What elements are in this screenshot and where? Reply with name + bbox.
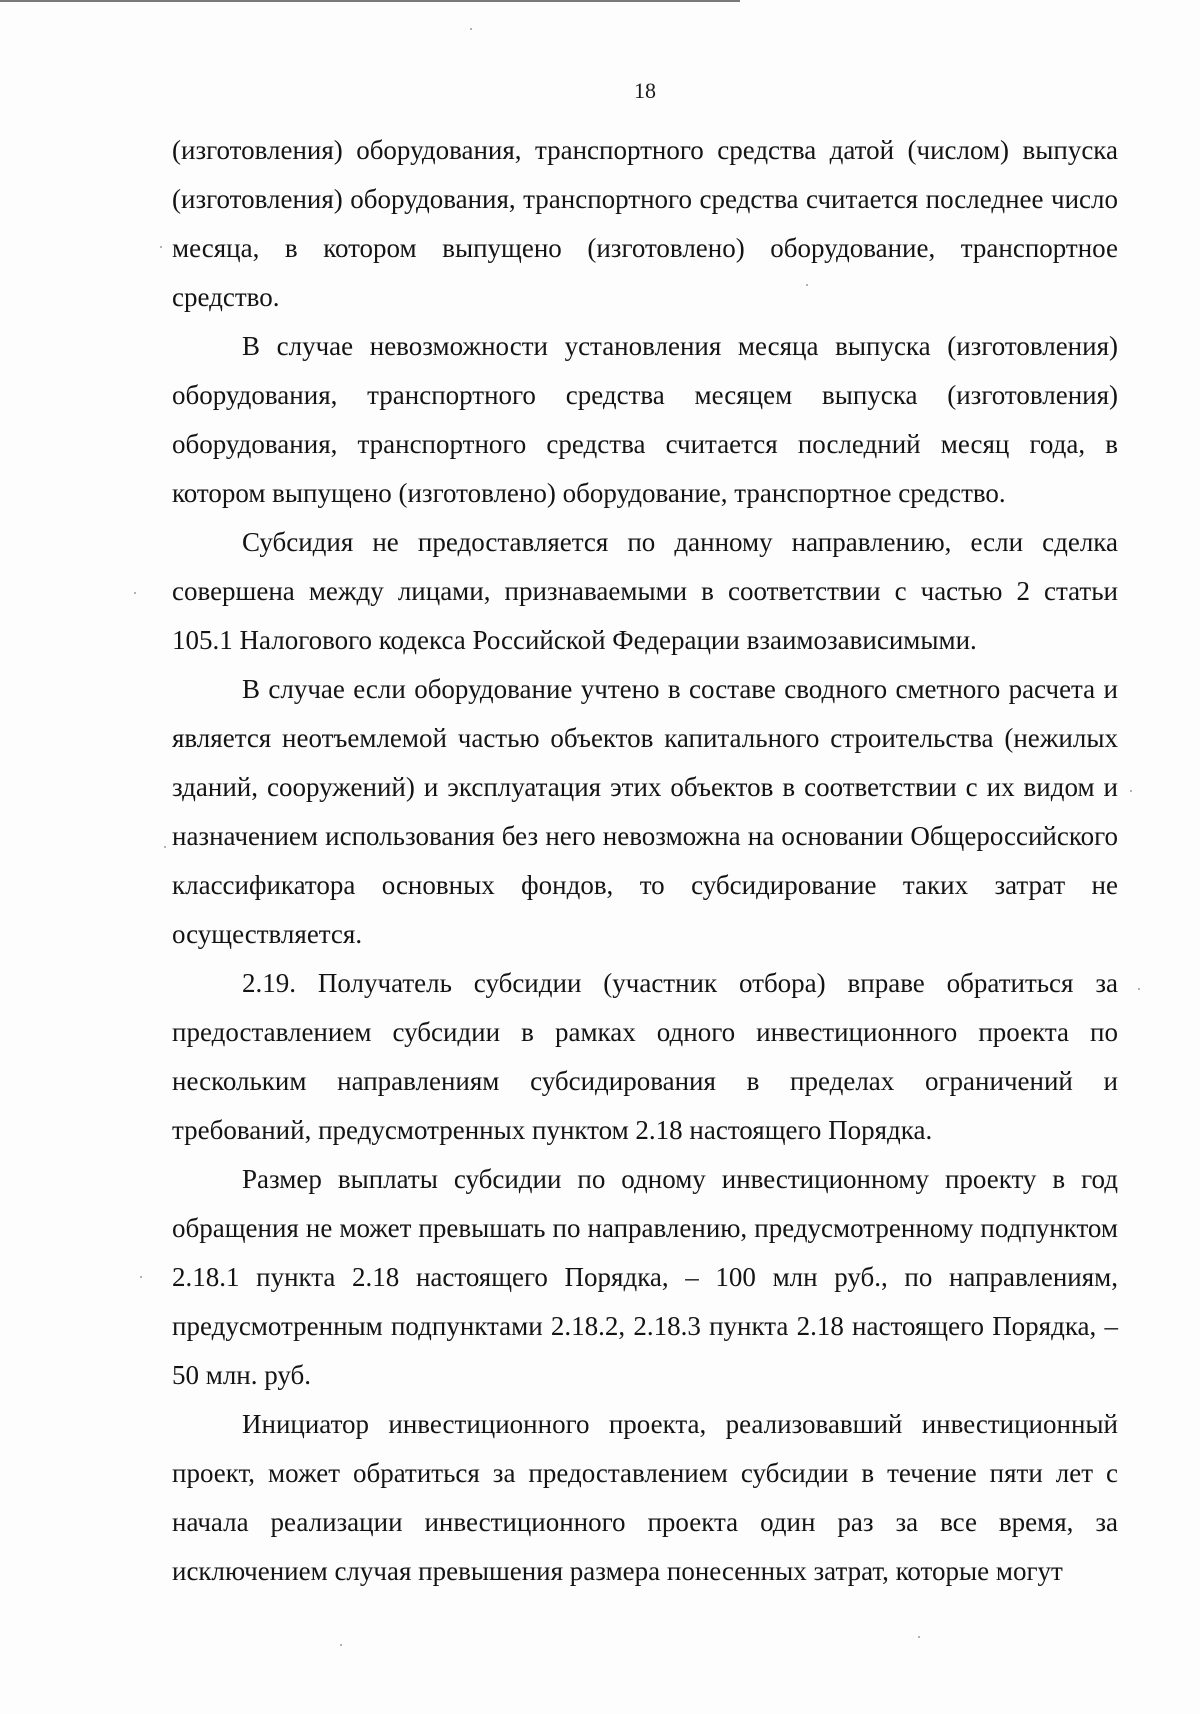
paragraph-3: Субсидия не предоставляется по данному направлению, если сделка совершена между лицами, признаваемыми в соответствии с частью 2 статьи 105.1 Налогового кодекса Российской Федерации взаимозависимыми.	[172, 527, 1118, 655]
paragraph-2: В случае невозможности установления месяца выпуска (изготовления) оборудования, транспортного средства месяцем выпуска (изготовления) оборудования, транспортного средства считается последний месяц года, в котором выпущено (изготовлено) оборудование, транспортное средство.	[172, 331, 1118, 508]
scan-speck	[806, 284, 808, 286]
scan-speck	[160, 246, 162, 248]
scan-speck	[134, 592, 136, 594]
paragraph-5: 2.19. Получатель субсидии (участник отбора) вправе обратиться за предоставлением субсидии в рамках одного инвестиционного проекта по нескольким направлениям субсидирования в пределах ограничений и требований, предусмотренных пунктом 2.18 настоящего Порядка.	[172, 968, 1118, 1145]
paragraph-4: В случае если оборудование учтено в составе сводного сметного расчета и является неотъемлемой частью объектов капитального строительства (нежилых зданий, сооружений) и эксплуатация этих объектов в соответствии с их видом и назначением использования без него невозможна на основании Общероссийского классификатора основных фондов, то субсидирование таких затрат не осуществляется.	[172, 674, 1118, 949]
paragraph-7: Инициатор инвестиционного проекта, реализовавший инвестиционный проект, может обратиться за предоставлением субсидии в течение пяти лет с начала реализации инвестиционного проекта один раз за все время, за исключением случая превышения размера понесенных затрат, которые могут	[172, 1409, 1118, 1586]
scan-speck	[1138, 988, 1140, 990]
scan-speck	[1130, 790, 1132, 792]
document-body	[172, 126, 1118, 1596]
paragraph-1: (изготовления) оборудования, транспортного средства датой (числом) выпуска (изготовления) оборудования, транспортного средства считается последнее число месяца, в котором выпущено (изготовлено) оборудование, транспортное средство.	[172, 135, 1118, 312]
scan-speck	[140, 1276, 142, 1278]
scan-top-edge	[0, 0, 740, 2]
scan-speck	[918, 1636, 920, 1638]
scan-speck	[470, 28, 472, 30]
scan-speck	[164, 846, 166, 848]
page-number: 18	[634, 78, 656, 103]
scan-speck	[340, 1644, 342, 1646]
paragraph-6: Размер выплаты субсидии по одному инвестиционному проекту в год обращения не может превышать по направлению, предусмотренному подпунктом 2.18.1 пункта 2.18 настоящего Порядка, – 100 млн руб., по направлениям, предусмотренным подпунктами 2.18.2, 2.18.3 пункта 2.18 настоящего Порядка, – 50 млн. руб.	[172, 1164, 1118, 1390]
